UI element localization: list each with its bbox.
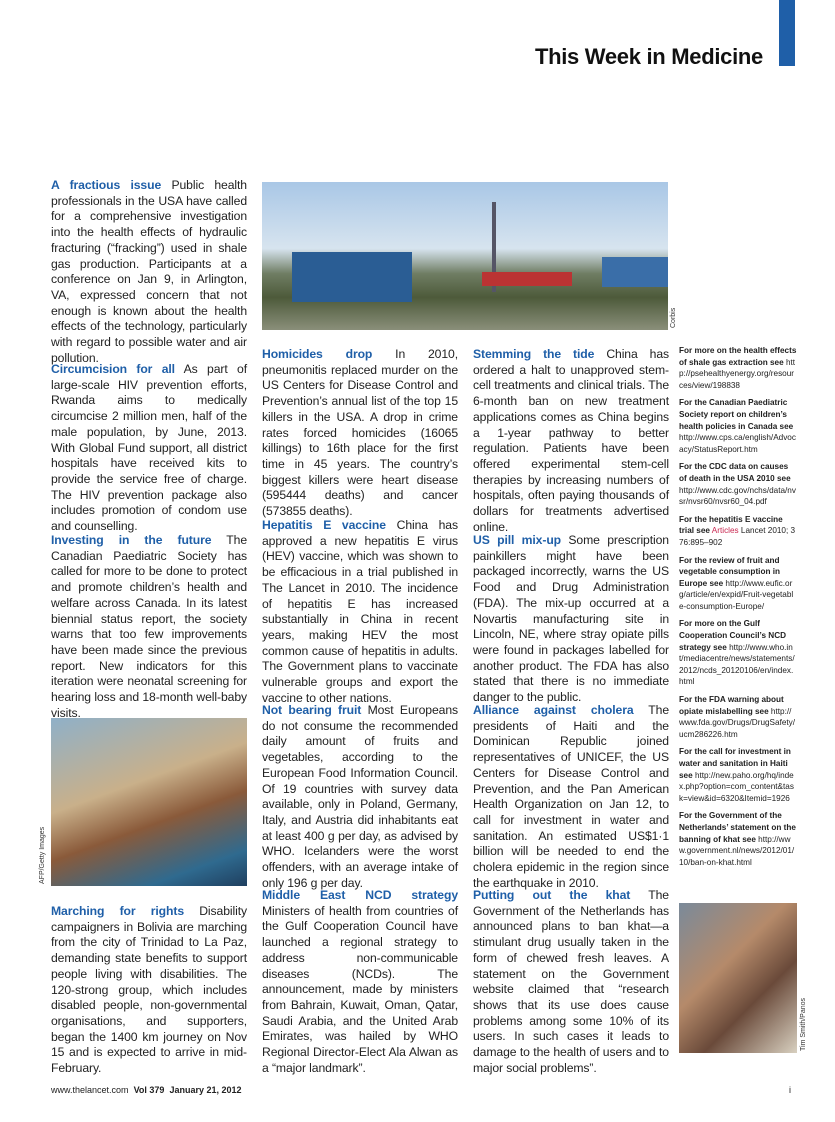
photo-credit: Tim Smith/Panos (800, 997, 807, 1051)
article-body: Disability campaigners in Bolivia are marching from the city of Trinidad to La Paz, demanding state benefits to support people living with disabilities. The 120-strong group, which includes disabled people, non-governmental organisations, and supporters, began the 1400 km journey on Nov 15 and is expected to arrive in mid-February. (51, 904, 247, 1076)
sidenote-link[interactable]: http://www.government.nl/news/2012/01/10/ban-on-khat.html (679, 834, 795, 867)
sidenote-lead: For the Government of the Netherlands’ statement on the banning of khat see (679, 811, 796, 844)
article-body: Ministers of health from countries of the Gulf Cooperation Council have launched a regional strategy to address non-communicable diseases (NCDs). The announcement, made by ministers from Bahrain, Kuwait, Oman, Qatar, Saudi Arabia, and the United Arab Emirates, was hailed by WHO Regional Director-Elect Ala Alwan as a “major landmark”. (262, 903, 458, 1075)
article-pill (473, 533, 669, 706)
sidenote-link[interactable]: http://www.fda.gov/Drugs/DrugSafety/ucm286226.htm (679, 706, 796, 739)
article-heading: Hepatitis E vaccine (262, 518, 386, 532)
article-body: The Canadian Paediatric Society has called for more to be done to protect and promote children’s health and welfare across Canada. In its latest biennial status report, the society warns that too few improvements have been made since the previous report. New indicators for this iteration were neonatal screening for hearing loss and 18-month well-baby visits. (51, 533, 247, 720)
photo-credit: Corbis (670, 307, 677, 328)
article-cholera (473, 703, 669, 891)
sidenote (679, 555, 797, 613)
sidenote (679, 345, 797, 391)
sidenote-lead: For more on the Gulf Cooperation Council’s NCD strategy see (679, 619, 787, 652)
page-title: This Week in Medicine (534, 44, 763, 69)
sidenote-link[interactable]: http://psehealthyenergy.org/resources/view/198838 (679, 357, 796, 390)
footer (51, 1085, 242, 1095)
article-fractious (51, 178, 247, 366)
article-heading: Circumcision for all (51, 362, 175, 376)
article-heading: Stemming the tide (473, 347, 595, 361)
sidenote-lead: For the hepatitis E vaccine trial see (679, 514, 783, 536)
footer-date: January 21, 2012 (169, 1085, 242, 1095)
article-heading: Marching for rights (51, 904, 184, 918)
sidenote-link[interactable]: http://www.who.int/mediacentre/news/statements/2012/ncds_20120106/en/index.html (679, 642, 795, 687)
accent-bar (779, 0, 795, 66)
article-homicides (262, 347, 458, 520)
photo-credit: AFP/Getty Images (39, 826, 46, 884)
article-heading: Middle East NCD strategy (262, 888, 458, 902)
article-heading: Alliance against cholera (473, 703, 634, 717)
article-heading: Putting out the khat (473, 888, 631, 902)
article-marching (51, 904, 247, 1077)
fracking-site-photo (262, 182, 668, 330)
sidenote (679, 746, 797, 804)
sidenote-lead: For more on the health effects of shale gas extraction see (679, 346, 797, 367)
article-circumcision (51, 362, 247, 535)
sidenote (679, 514, 797, 549)
footer-site-link[interactable]: www.thelancet.com (51, 1085, 129, 1095)
article-body: China has ordered a halt to unapproved stem-cell treatments and clinical trials. The 6-month ban on new treatment applications comes as China begins a 1-year pathway to better regulation. Patients have been offered experimental stem-cell therapies by increasing numbers of hospitals, often paying thousands of dollars for treatments advertised online. (473, 347, 669, 534)
article-hepatitis (262, 518, 458, 706)
sidenote-link[interactable]: http://new.paho.org/hq/index.php?option=com_content&task=view&id=6320&Itemid=1926 (679, 770, 794, 803)
bolivia-march-photo (51, 718, 247, 886)
khat-photo (679, 903, 797, 1053)
article-middle-east (262, 888, 458, 1076)
article-heading: Homicides drop (262, 347, 373, 361)
footer-volume: Vol 379 (133, 1085, 165, 1095)
sidenote-section: Articles (711, 526, 739, 536)
article-body: In 2010, pneumonitis replaced murder on the US Centers for Disease Control and Prevention’s annual list of the top 15 killers in the USA. A drop in crime rates forced homicides (16065 killings) to 16th place for the first time in 45 years. The country’s biggest killers were heart disease (595444 deaths) and cancer (573855 deaths). (262, 347, 458, 519)
sidenote-lead: For the call for investment in water and sanitation in Haiti see (679, 747, 791, 780)
article-body: China has approved a new hepatitis E virus (HEV) vaccine, which was shown to be efficacious in a trial published in The Lancet in 2010. The incidence of hepatitis E has increased substantially in China in recent years, making HEV the most common cause of hepatitis in adults. The Government plans to vaccinate vulnerable groups and export the vaccine to other nations. (262, 518, 458, 705)
sidenote (679, 397, 797, 455)
article-fruit (262, 703, 458, 891)
article-body: The presidents of Haiti and the Dominican Republic joined representatives of UNICEF, the US Centers for Disease Control and Prevention, and the Pan American Health Organization on Jan 12, to call for investment in water and sanitation. An estimated US$1·1 billion will be needed to end the cholera epidemic in the region since the earthquake in 2010. (473, 703, 669, 890)
sidenote (679, 694, 797, 740)
sidenote-link[interactable]: http://www.cdc.gov/nchs/data/nvsr/nvsr60/nvsr60_04.pdf (679, 485, 796, 507)
sidenote-lead: For the review of fruit and vegetable consumption in Europe see (679, 555, 780, 588)
sidenote-lead: For the FDA warning about opiate mislabelling see (679, 695, 784, 716)
sidenote (679, 461, 797, 507)
page-number: i (789, 1085, 791, 1095)
sidenote (679, 810, 797, 868)
article-body: The Government of the Netherlands has announced plans to ban khat—a stimulant drug usually taken in the form of chewed fresh leaves. A statement on the Government website claimed that “research shows that its use does cause problems among some 10% of its users. In such cases it leads to damage to the health of users and to major social problems”. (473, 888, 669, 1075)
sidenotes (679, 345, 797, 874)
article-heading: A fractious issue (51, 178, 162, 192)
article-heading: Investing in the future (51, 533, 212, 547)
article-investing (51, 533, 247, 721)
article-body: As part of large-scale HIV prevention efforts, Rwanda aims to medically circumcise 2 million men, half of the male population, by June, 2013. With Global Fund support, all district hospitals have received kits to provide the service free of charge. The HIV prevention package also includes promotion of condom use and counselling. (51, 362, 247, 534)
article-body: Most Europeans do not consume the recommended daily amount of fruits and vegetables, according to the European Food Information Council. Of 19 countries with survey data available, only in Poland, Germany, Italy, and Austria did inhabitants eat at least 400 g per day, as advised by WHO. Icelanders were the worst offenders, with an average intake of only 196 g per day. (262, 703, 458, 890)
sidenote-link[interactable]: http://www.eufic.org/article/en/expid/Fruit-vegetable-consumption-Europe/ (679, 578, 794, 611)
article-khat (473, 888, 669, 1076)
article-body: Some prescription painkillers might have been packaged incorrectly, warns the US Food and Drug Administration (FDA). The mix-up occurred at a Novartis manufacturing site in Lincoln, NE, where stray opiate pills were found in packages labelled for another product. The FDA has also stated that there is no immediate danger to the public. (473, 533, 669, 705)
article-heading: Not bearing fruit (262, 703, 362, 717)
sidenote (679, 618, 797, 688)
sidenote-lead: For the Canadian Paediatric Society report on children’s health policies in Canada see (679, 398, 794, 431)
article-heading: US pill mix-up (473, 533, 562, 547)
sidenote-link[interactable]: http://www.cps.ca/english/Advocacy/StatusReport.htm (679, 433, 796, 454)
article-body: Public health professionals in the USA have called for a comprehensive investigation into the health effects of hydraulic fracturing (“fracking”) used in shale gas production. Participants at a conference on Jan 9, in Arlington, VA, expressed concern that not enough is known about the health effects of the technology, particularly with regard to possible water and air pollution. (51, 178, 247, 365)
sidenote-lead: For the CDC data on causes of death in the USA 2010 see (679, 462, 791, 483)
article-stemming (473, 347, 669, 535)
sidenote-link[interactable]: Lancet 2010; 376:895–902 (679, 526, 796, 547)
